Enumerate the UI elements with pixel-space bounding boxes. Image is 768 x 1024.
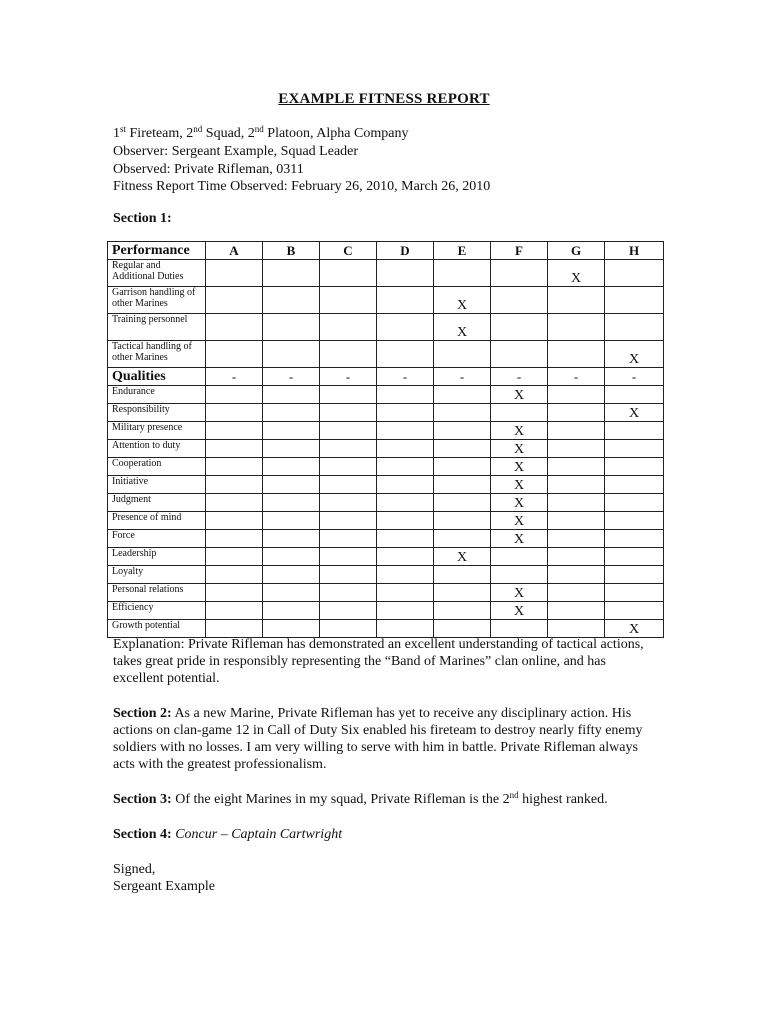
qualities-dash-cell: -	[548, 368, 605, 386]
table-row	[108, 620, 664, 638]
grade-cell	[548, 512, 605, 530]
row-label: Regular and Additional Duties	[108, 260, 206, 287]
row-label: Judgment	[108, 494, 206, 512]
qualities-dash-cell: -	[605, 368, 664, 386]
squad-ordinal: nd	[193, 124, 203, 134]
grade-cell	[548, 584, 605, 602]
grade-cell	[605, 440, 664, 458]
table-row	[108, 584, 664, 602]
grade-cell	[605, 314, 664, 341]
grade-cell	[320, 476, 377, 494]
grade-cell	[377, 341, 434, 368]
row-label: Training personnel	[108, 314, 206, 341]
table-row	[108, 341, 664, 368]
grade-cell	[320, 422, 377, 440]
report-title: EXAMPLE FITNESS REPORT	[278, 91, 490, 107]
grade-cell	[434, 341, 491, 368]
observer-line: Observer: Sergeant Example, Squad Leader	[113, 144, 359, 159]
row-label: Loyalty	[108, 566, 206, 584]
grade-cell	[377, 476, 434, 494]
grade-cell	[206, 620, 263, 638]
grade-cell	[491, 566, 548, 584]
table-row	[108, 314, 664, 341]
grade-cell	[434, 530, 491, 548]
row-label: Garrison handling of other Marines	[108, 287, 206, 314]
row-label: Efficiency	[108, 602, 206, 620]
table-row	[108, 440, 664, 458]
table-row	[108, 404, 664, 422]
fitness-grid	[107, 241, 664, 638]
grade-cell	[320, 314, 377, 341]
grade-cell	[548, 440, 605, 458]
table-row	[108, 548, 664, 566]
grade-cell: X	[491, 386, 548, 404]
grade-cell: X	[491, 476, 548, 494]
qualities-header: Qualities	[108, 368, 206, 386]
section-4-paragraph	[113, 826, 653, 843]
row-label: Leadership	[108, 548, 206, 566]
section-2-label: Section 2:	[113, 706, 172, 721]
section-2-text: As a new Marine, Private Rifleman has yet to receive any disciplinary action. His actions on clan-game 12 in Call of Duty Six enabled his fireteam to destroy nearly fifty enemy soldiers with no losses. I am very willing to serve with him in battle. Private Rifleman always acts with the greatest professionalism.	[113, 706, 643, 772]
grade-cell	[434, 440, 491, 458]
grade-cell	[263, 512, 320, 530]
grade-cell	[206, 440, 263, 458]
grade-cell	[206, 386, 263, 404]
grade-cell: X	[434, 314, 491, 341]
grade-cell	[320, 494, 377, 512]
row-label: Attention to duty	[108, 440, 206, 458]
grade-cell	[263, 566, 320, 584]
grade-cell	[206, 494, 263, 512]
grade-cell	[263, 620, 320, 638]
grade-cell	[548, 548, 605, 566]
grade-cell	[434, 386, 491, 404]
grade-cell	[377, 314, 434, 341]
fireteam-number: 1	[113, 126, 120, 141]
row-label: Responsibility	[108, 404, 206, 422]
qualities-dash-cell: -	[206, 368, 263, 386]
grade-cell: X	[491, 512, 548, 530]
fireteam-ordinal: st	[120, 124, 127, 134]
section-3-text-before: Of the eight Marines in my squad, Private Rifleman is the	[171, 792, 503, 807]
grade-cell	[320, 341, 377, 368]
grade-cell	[263, 440, 320, 458]
grade-cell	[434, 512, 491, 530]
grade-cell	[320, 260, 377, 287]
table-row	[108, 422, 664, 440]
grade-cell	[377, 386, 434, 404]
grade-cell	[434, 566, 491, 584]
grade-cell	[263, 386, 320, 404]
grade-cell	[377, 494, 434, 512]
grade-cell	[548, 494, 605, 512]
row-label: Initiative	[108, 476, 206, 494]
grade-cell	[434, 476, 491, 494]
section-4-text: Concur – Captain Cartwright	[171, 827, 343, 842]
grade-cell	[491, 548, 548, 566]
performance-header: Performance	[108, 242, 206, 260]
qualities-dash-cell: -	[377, 368, 434, 386]
grade-cell	[320, 404, 377, 422]
platoon-text: Platoon, Alpha Company	[263, 126, 409, 141]
grade-cell: X	[491, 494, 548, 512]
grade-cell	[320, 440, 377, 458]
grade-cell	[206, 404, 263, 422]
grade-cell	[377, 530, 434, 548]
grade-cell	[377, 548, 434, 566]
grade-cell	[263, 548, 320, 566]
grade-cell	[263, 476, 320, 494]
column-header-h: H	[605, 242, 664, 260]
section-3-rank-ordinal: nd	[509, 790, 519, 800]
grade-cell	[263, 287, 320, 314]
grade-cell	[377, 602, 434, 620]
section-3-paragraph	[113, 791, 653, 808]
section-3-label: Section 3:	[113, 792, 172, 807]
grade-cell	[377, 620, 434, 638]
grade-cell	[605, 422, 664, 440]
grade-cell	[434, 494, 491, 512]
column-header-g: G	[548, 242, 605, 260]
table-row	[108, 458, 664, 476]
squad-number: 2	[186, 126, 194, 141]
explanation-paragraph: Explanation: Private Rifleman has demonstrated an excellent understanding of tactical actions, takes great pride in responsibly representing the “Band of Marines” clan online, and has excellent potential.	[113, 637, 644, 686]
platoon-ordinal: nd	[254, 124, 264, 134]
grade-cell: X	[491, 440, 548, 458]
grade-cell: X	[605, 341, 664, 368]
grade-cell	[263, 314, 320, 341]
grade-cell	[605, 602, 664, 620]
grade-cell	[548, 386, 605, 404]
grade-cell	[548, 530, 605, 548]
grade-cell	[491, 314, 548, 341]
grade-cell	[548, 404, 605, 422]
grade-cell	[491, 404, 548, 422]
grade-cell	[263, 494, 320, 512]
grade-cell	[605, 530, 664, 548]
grade-cell	[491, 260, 548, 287]
grade-cell	[377, 566, 434, 584]
grade-cell	[605, 494, 664, 512]
grade-cell	[377, 440, 434, 458]
grade-cell	[434, 620, 491, 638]
section-4-label: Section 4:	[113, 827, 172, 842]
table-row	[108, 530, 664, 548]
row-label: Endurance	[108, 386, 206, 404]
table-row	[108, 494, 664, 512]
grade-cell: X	[491, 530, 548, 548]
table-row	[108, 260, 664, 287]
grade-cell	[377, 287, 434, 314]
grade-cell	[434, 422, 491, 440]
qualities-dash-cell: -	[320, 368, 377, 386]
row-label: Military presence	[108, 422, 206, 440]
grade-cell	[206, 314, 263, 341]
grade-cell: X	[434, 287, 491, 314]
grade-cell	[206, 341, 263, 368]
grade-cell	[434, 260, 491, 287]
grade-cell	[320, 602, 377, 620]
grade-cell	[206, 422, 263, 440]
grade-cell	[320, 584, 377, 602]
section-1-label: Section 1:	[113, 211, 172, 226]
row-label: Cooperation	[108, 458, 206, 476]
column-header-c: C	[320, 242, 377, 260]
grade-cell	[548, 287, 605, 314]
row-label: Presence of mind	[108, 512, 206, 530]
grade-cell	[263, 341, 320, 368]
grade-cell	[206, 548, 263, 566]
grade-cell	[491, 341, 548, 368]
grade-cell	[548, 314, 605, 341]
qualities-dash-cell: -	[434, 368, 491, 386]
grade-cell	[377, 458, 434, 476]
grade-cell	[206, 602, 263, 620]
grade-cell	[320, 512, 377, 530]
grade-cell	[206, 512, 263, 530]
grade-cell	[320, 620, 377, 638]
row-label: Growth potential	[108, 620, 206, 638]
grade-cell	[434, 602, 491, 620]
grade-cell	[320, 530, 377, 548]
section-3-text-after: highest ranked.	[518, 792, 608, 807]
grade-cell	[206, 530, 263, 548]
column-header-a: A	[206, 242, 263, 260]
grade-cell	[491, 287, 548, 314]
grid-header-row	[108, 242, 664, 260]
table-row	[108, 512, 664, 530]
qualities-dash-cell: -	[491, 368, 548, 386]
table-row	[108, 602, 664, 620]
time-observed-line: Fitness Report Time Observed: February 26, 2010, March 26, 2010	[113, 179, 491, 194]
grade-cell	[605, 548, 664, 566]
squad-text: Squad,	[202, 126, 248, 141]
grade-cell	[548, 422, 605, 440]
column-header-b: B	[263, 242, 320, 260]
unit-line	[113, 125, 408, 142]
grade-cell	[434, 458, 491, 476]
grade-cell	[377, 422, 434, 440]
signed-line: Signed,	[113, 862, 156, 877]
grade-cell	[377, 404, 434, 422]
column-header-d: D	[377, 242, 434, 260]
grade-cell	[263, 422, 320, 440]
grade-cell	[434, 404, 491, 422]
grade-cell	[206, 476, 263, 494]
row-label: Force	[108, 530, 206, 548]
grade-cell: X	[491, 458, 548, 476]
table-row	[108, 566, 664, 584]
grade-cell	[320, 458, 377, 476]
grade-cell	[206, 584, 263, 602]
grade-cell	[320, 287, 377, 314]
grade-cell	[605, 287, 664, 314]
grade-cell	[491, 620, 548, 638]
grade-cell	[377, 512, 434, 530]
observed-line: Observed: Private Rifleman, 0311	[113, 162, 304, 177]
section-3-rank-number: 2	[502, 792, 510, 807]
grade-cell	[548, 341, 605, 368]
grade-cell	[605, 512, 664, 530]
grade-cell	[320, 566, 377, 584]
table-row	[108, 287, 664, 314]
grade-cell: X	[491, 422, 548, 440]
grade-cell	[320, 386, 377, 404]
grade-cell: X	[605, 620, 664, 638]
grade-cell	[377, 260, 434, 287]
grade-cell	[320, 548, 377, 566]
grade-cell	[605, 566, 664, 584]
grade-cell	[605, 386, 664, 404]
grade-cell: X	[434, 548, 491, 566]
signature-name: Sergeant Example	[113, 879, 215, 894]
grade-cell: X	[548, 260, 605, 287]
grade-cell	[548, 620, 605, 638]
table-row	[108, 476, 664, 494]
row-label: Tactical handling of other Marines	[108, 341, 206, 368]
grade-cell	[548, 566, 605, 584]
grade-cell	[263, 602, 320, 620]
column-header-e: E	[434, 242, 491, 260]
grade-cell: X	[491, 584, 548, 602]
fireteam-text: Fireteam,	[126, 126, 187, 141]
column-header-f: F	[491, 242, 548, 260]
grade-cell	[263, 458, 320, 476]
grade-cell: X	[605, 404, 664, 422]
table-row	[108, 386, 664, 404]
section-2-paragraph	[113, 705, 653, 773]
row-label: Personal relations	[108, 584, 206, 602]
qualities-header-row	[108, 368, 664, 386]
grade-cell	[206, 458, 263, 476]
platoon-number: 2	[247, 126, 255, 141]
grade-cell	[548, 476, 605, 494]
grade-cell	[605, 458, 664, 476]
grade-cell	[206, 260, 263, 287]
grade-cell	[548, 458, 605, 476]
grade-cell	[263, 530, 320, 548]
grade-cell	[263, 260, 320, 287]
grade-cell	[206, 566, 263, 584]
grade-cell	[605, 584, 664, 602]
grade-cell	[206, 287, 263, 314]
grade-cell	[263, 404, 320, 422]
grade-cell	[548, 602, 605, 620]
grade-cell	[377, 584, 434, 602]
grade-cell	[263, 584, 320, 602]
grade-cell: X	[491, 602, 548, 620]
grade-cell	[605, 476, 664, 494]
grade-cell	[434, 584, 491, 602]
grade-cell	[605, 260, 664, 287]
qualities-dash-cell: -	[263, 368, 320, 386]
